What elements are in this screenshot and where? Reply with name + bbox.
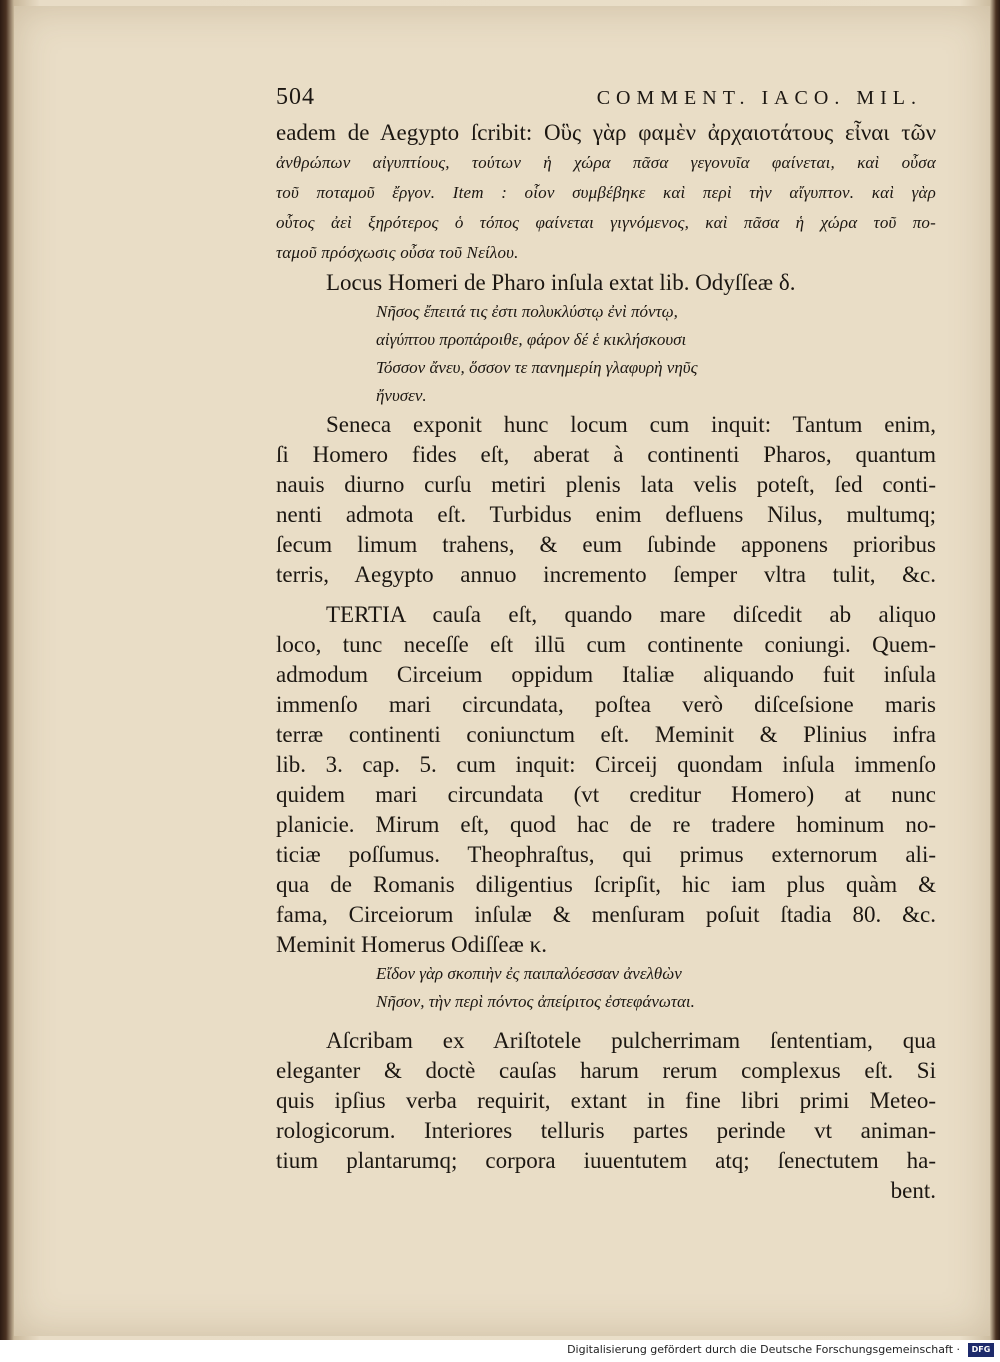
text-line: ſi Homero fides eſt, aberat à continenti Pharos, quantum [276,442,936,467]
text-line: τοῦ ποταμοῦ ἔργον. Item : οἷον συμβέβηκε καὶ περὶ τὴν αἴγυπτον. καὶ γὰρ [276,183,936,202]
text-line: ταμοῦ πρόσχωσις οὖσα τοῦ Νείλου. [276,243,519,262]
text-line: Meminit Homerus Odiſſeæ κ. [276,932,547,957]
text-line: rologicorum. Interiores telluris partes perinde vt animan- [276,1118,936,1143]
page-number: 504 [276,84,315,110]
running-title: COMMENT. IACO. MIL. [596,87,922,109]
text-line: qua de Romanis diligentius ſcripſit, hic iam plus quàm & [276,872,936,897]
text-line: eadem de Aegypto ſcribit: Οὓς γὰρ φαμὲν ἀρχαιοτάτους εἶναι τῶν [276,120,936,145]
text-line: terris, Aegypto annuo incremento ſemper vltra tulit, &c. [276,562,936,587]
footer-credit: Digitalisierung gefördert durch die Deutsche Forschungsgemeinschaft · [567,1343,960,1356]
text-line: tium plantarumq; corpora iuuentutem atq; ſenectutem ha- [276,1148,936,1173]
text-line: admodum Circeium oppidum Italiæ aliquando fuit inſula [276,662,936,687]
text-line: Aſcribam ex Ariſtotele pulcherrimam ſententiam, qua [326,1028,936,1053]
text-line: bent. [890,1178,936,1203]
running-head [276,84,936,118]
text-line: loco, tunc neceſſe eſt illū cum continente coniungi. Quem- [276,632,936,657]
verse-line: Εἴδον γὰρ σκοπιὴν ἐς παιπαλόεσσαν ἀνελθὼν [376,964,682,983]
paragraph-gap [276,1016,936,1026]
text-line: fama, Circeiorum inſulæ & menſuram poſuit ſtadia 80. &c. [276,902,936,927]
verse-line: Νῆσον, τὴν περὶ πόντος ἀπείριτος ἐστεφάνωται. [376,992,695,1011]
dfg-logo: DFG [968,1343,994,1357]
footer-bar [0,1340,1000,1362]
text-line: eleganter & doctè cauſas harum rerum complexus eſt. Si [276,1058,936,1083]
text-line: lib. 3. cap. 5. cum inquit: Circeij quondam inſula immenſo [276,752,936,777]
book-page [14,6,990,1336]
text-line: Seneca exponit hunc locum cum inquit: Tantum enim, [326,412,936,437]
text-line: Locus Homeri de Pharo inſula extat lib. Odyſſeæ δ. [326,270,796,295]
verse-line: αἰγύπτου προπάροιθε, φάρον δέ ἑ κικλήσκουσι [376,330,687,349]
text-line: planicie. Mirum eſt, quod hac de re tradere hominum no- [276,812,936,837]
text-line: ticiæ poſſumus. Theophraſtus, qui primus externorum ali- [276,842,936,867]
page-content [276,84,936,1206]
paragraph-gap [276,590,936,600]
text-line: quis ipſius verba requirit, extant in fine libri primi Meteo- [276,1088,936,1113]
text-line: οὗτος ἀεὶ ξηρότερος ὁ τόπος φαίνεται γιγνόμενος, καὶ πᾶσα ἡ χώρα τοῦ πο- [276,213,936,232]
verse-line: Τόσσον ἄνευ, ὅσσον τε πανημερίη γλαφυρὴ νηῦς [376,358,698,377]
text-line: ſecum limum trahens, & eum ſubinde apponens prioribus [276,532,936,557]
text-line: terræ continenti coniunctum eſt. Meminit & Plinius infra [276,722,936,747]
verse-line: ἤνυσεν. [376,386,427,405]
text-block [276,118,936,1206]
text-line: nauis diurno curſu metiri plenis lata velis poteſt, ſed conti- [276,472,936,497]
text-line: immenſo mari circundata, poſtea verò diſceſsione maris [276,692,936,717]
text-line: ἀνθρώπων αἰγυπτίους, τούτων ἡ χώρα πᾶσα γεγονυῖα φαίνεται, καὶ οὖσα [276,153,936,172]
text-line: quidem mari circundata (vt creditur Homero) at nunc [276,782,936,807]
text-line: nenti admota eſt. Turbidus enim defluens Nilus, multumq; [276,502,936,527]
verse-line: Νῆσος ἔπειτά τις ἐστι πολυκλύστῳ ἐνὶ πόντῳ, [376,302,678,321]
text-line: TERTIA cauſa eſt, quando mare diſcedit ab aliquo [326,602,936,627]
